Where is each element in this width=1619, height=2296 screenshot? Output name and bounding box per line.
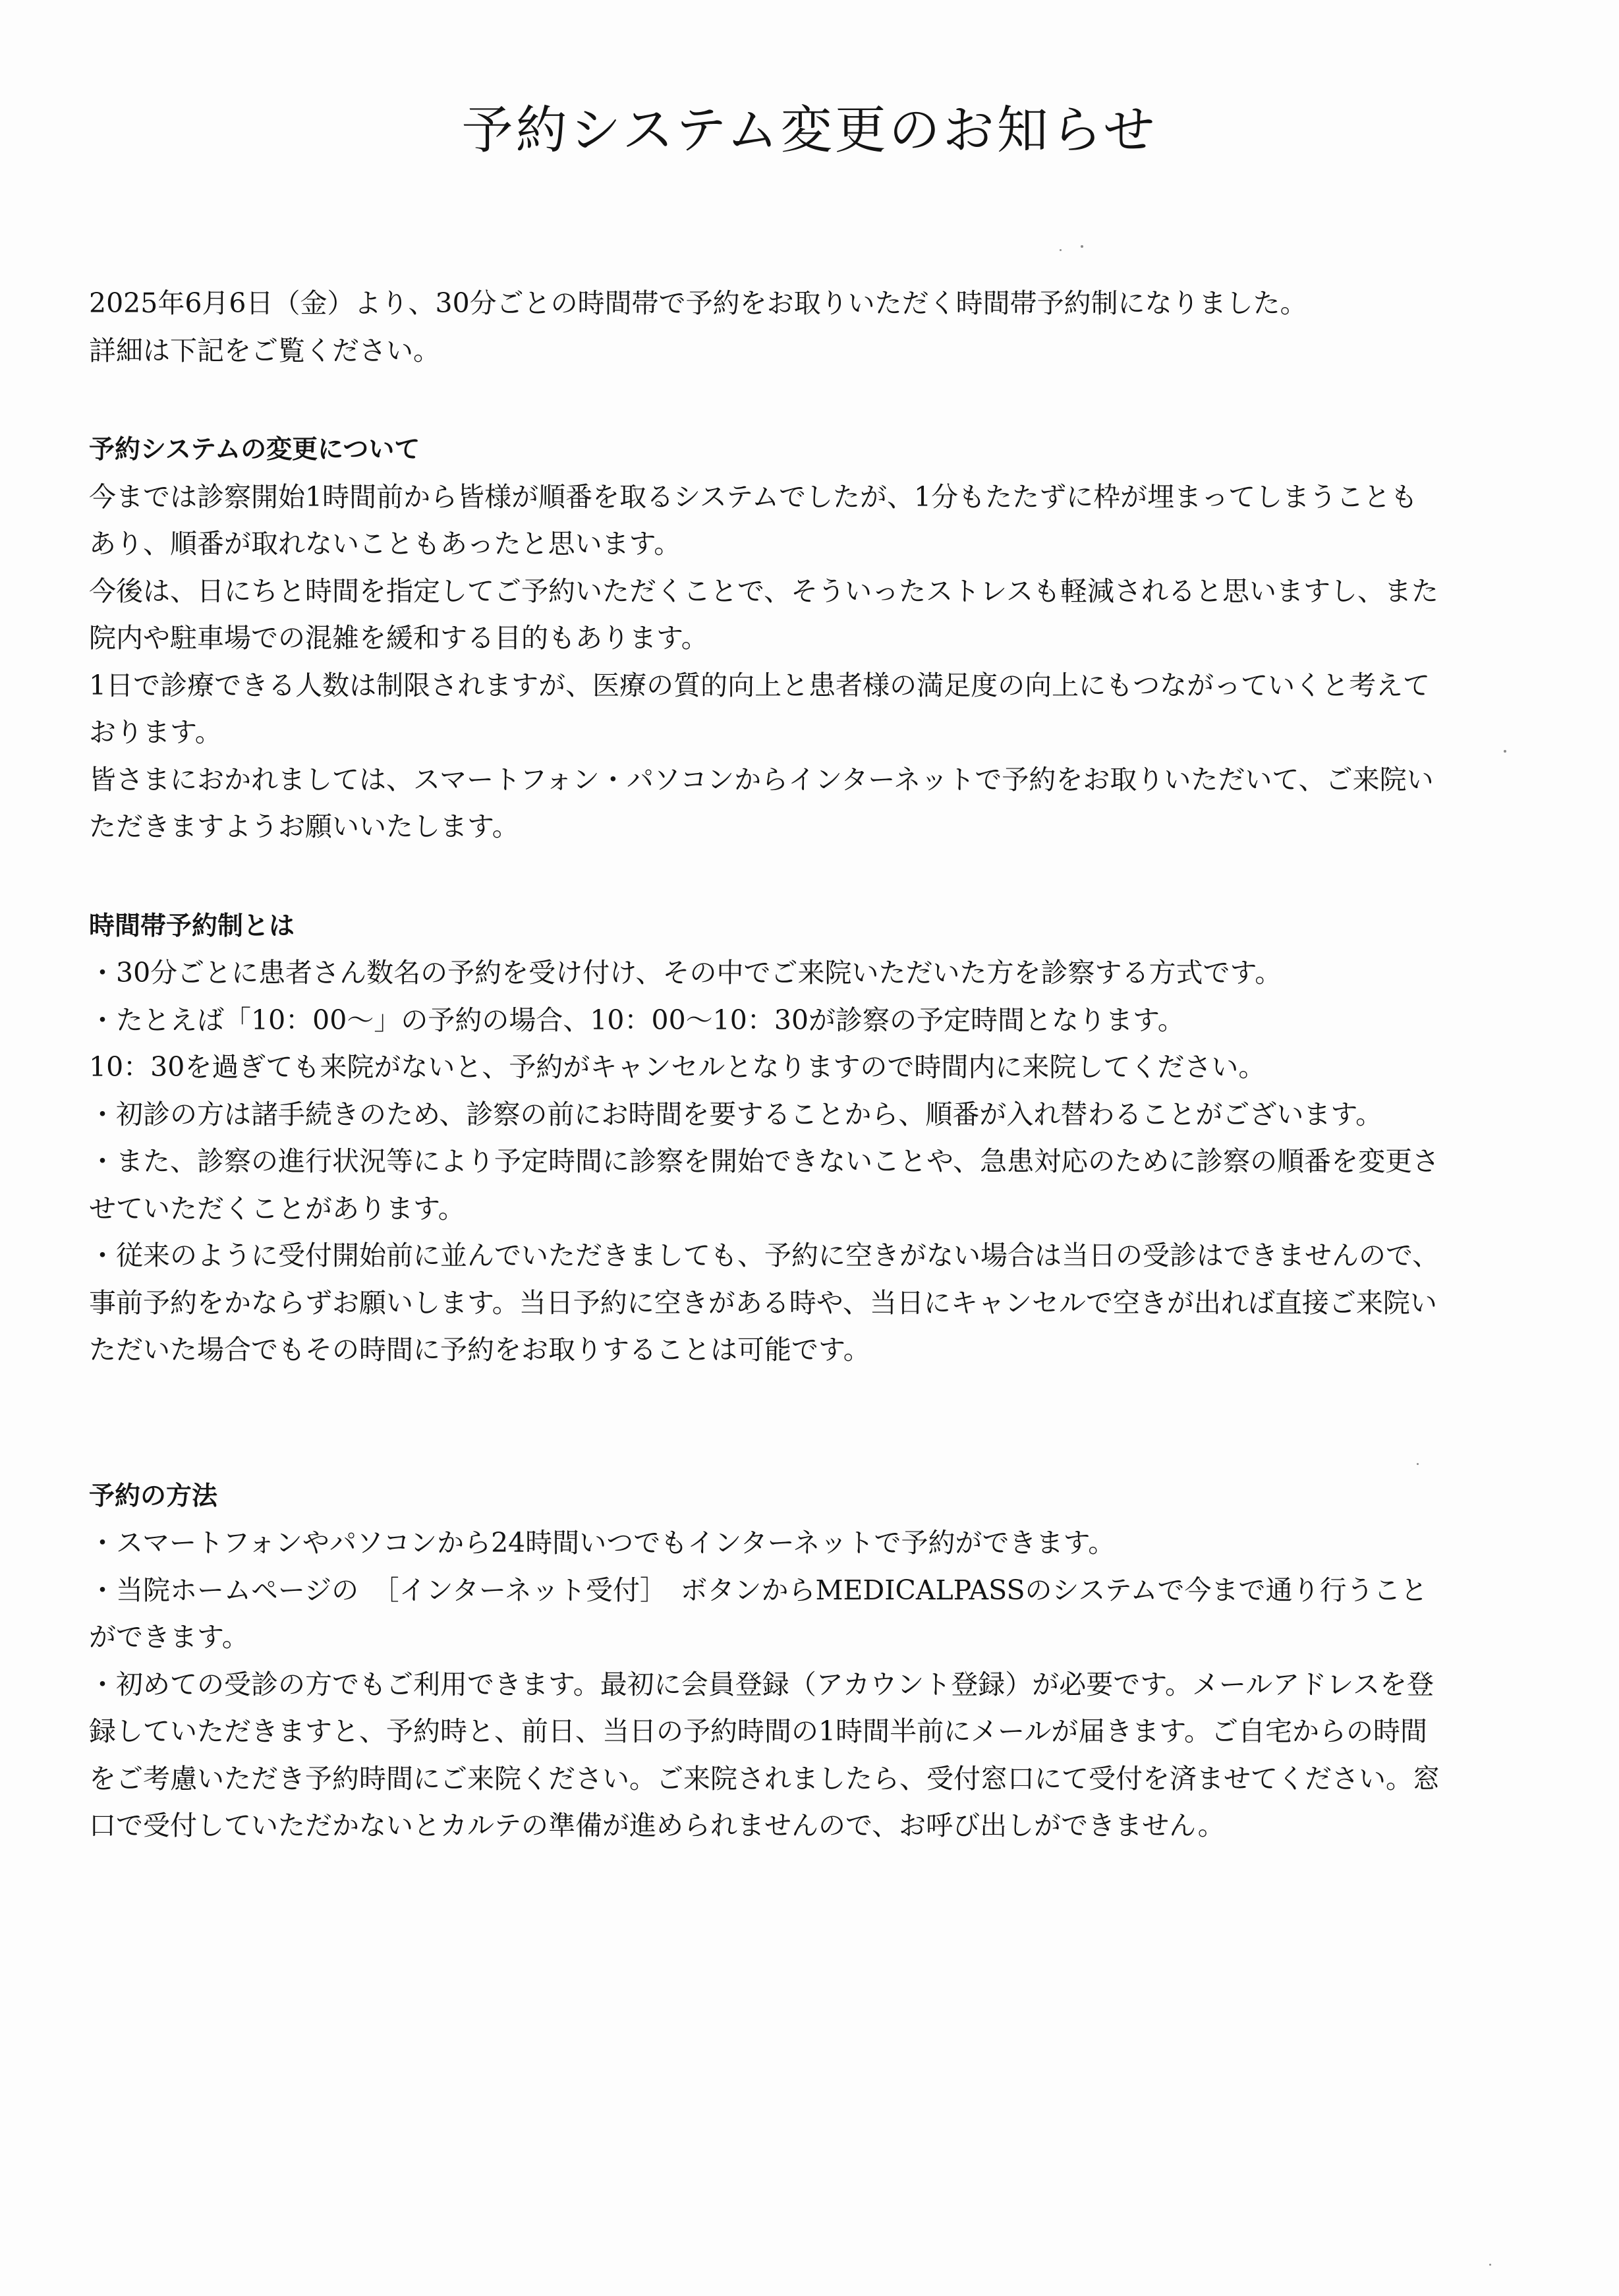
section-heading: 時間帯予約制とは [89, 911, 295, 941]
body-line: ・30分ごとに患者さん数名の予約を受け付け、その中でご来院いただいた方を診察する方式です。 [89, 957, 1282, 989]
section-time-slot-system [89, 903, 1539, 1374]
body-line: ただいた場合でもその時間に予約をお取りすることは可能です。 [89, 1334, 870, 1365]
body-line: 口で受付していただかないとカルテの準備が進められませんので、お呼び出しができません。 [89, 1810, 1225, 1841]
body-line: 10：30を過ぎても来院がないと、予約がキャンセルとなりますので時間内に来院してください。 [89, 1051, 1266, 1083]
scan-speck [1489, 2264, 1491, 2266]
body-line: ・初診の方は諸手続きのため、診察の前にお時間を要することから、順番が入れ替わることがございます。 [89, 1098, 1383, 1130]
scan-speck [1081, 245, 1083, 248]
body-line: 事前予約をかならずお願いします。当日予約に空きがある時や、当日にキャンセルで空きが出れば直接ご来院い [89, 1286, 1437, 1319]
intro-line: 2025年6月6日（金）より、30分ごとの時間帯で予約をお取りいただく時間帯予約制になりました。 [89, 287, 1307, 319]
body-line: ・また、診察の進行状況等により予定時間に診察を開始できないことや、急患対応のために診察の順番を変更さ [89, 1145, 1440, 1177]
body-line: ・スマートフォンやパソコンから24時間いつでもインターネットで予約ができます。 [89, 1527, 1116, 1559]
document-body [89, 280, 1539, 1850]
body-line: あり、順番が取れないこともあったと思います。 [89, 528, 681, 560]
body-line: 皆さまにおかれましては、スマートフォン・パソコンからインターネットで予約をお取りいただいて、ご来院い [89, 763, 1434, 795]
section-system-change [89, 426, 1539, 851]
body-line: ・従来のように受付開始前に並んでいただきましても、予約に空きがない場合は当日の受診はできませんので、 [89, 1240, 1440, 1271]
section-heading: 予約システムの変更について [89, 435, 420, 465]
body-line: ただきますようお願いいたします。 [89, 811, 519, 842]
scan-speck [1504, 750, 1506, 753]
body-line: ・当院ホームページの ［インターネット受付］ ボタンからMEDICALPASSのシステムで今まで通り行うこと [89, 1574, 1428, 1606]
body-line: ができます。 [89, 1621, 249, 1653]
body-line: ・たとえば「10：00～」の予約の場合、10：00～10：30が診察の予定時間となります。 [89, 1004, 1185, 1036]
body-line: せていただくことがあります。 [89, 1192, 465, 1224]
body-line: 院内や駐車場での混雑を緩和する目的もあります。 [89, 622, 708, 654]
body-line: をご考慮いただき予約時間にご来院ください。ご来院されましたら、受付窓口にて受付を済ませてください。窓 [89, 1762, 1440, 1794]
scan-speck [1417, 1463, 1419, 1465]
body-line: 今までは診察開始1時間前から皆様が順番を取るシステムでしたが、1分もたたずに枠が埋まってしまうことも [89, 480, 1418, 513]
body-line: おります。 [89, 716, 222, 748]
intro-line: 詳細は下記をご覧ください。 [89, 334, 440, 366]
body-line: ・初めての受診の方でもご利用できます。最初に会員登録（アカウント登録）が必要です。メールアドレスを登 [89, 1668, 1434, 1700]
body-line: 録していただきますと、予約時と、前日、当日の予約時間の1時間半前にメールが届きます。ご自宅からの時間 [89, 1715, 1427, 1747]
page-title: 予約システム変更のお知らせ [461, 101, 1158, 160]
body-line: 1日で診療できる人数は制限されますが、医療の質的向上と患者様の満足度の向上にもつながっていくと考えて [89, 669, 1431, 701]
intro-block [89, 280, 1539, 374]
section-reservation-method [89, 1473, 1539, 1850]
body-line: 今後は、日にちと時間を指定してご予約いただくことで、そういったストレスも軽減されると思いますし、また [89, 575, 1438, 607]
scan-speck [1060, 249, 1062, 251]
section-heading: 予約の方法 [89, 1481, 218, 1511]
